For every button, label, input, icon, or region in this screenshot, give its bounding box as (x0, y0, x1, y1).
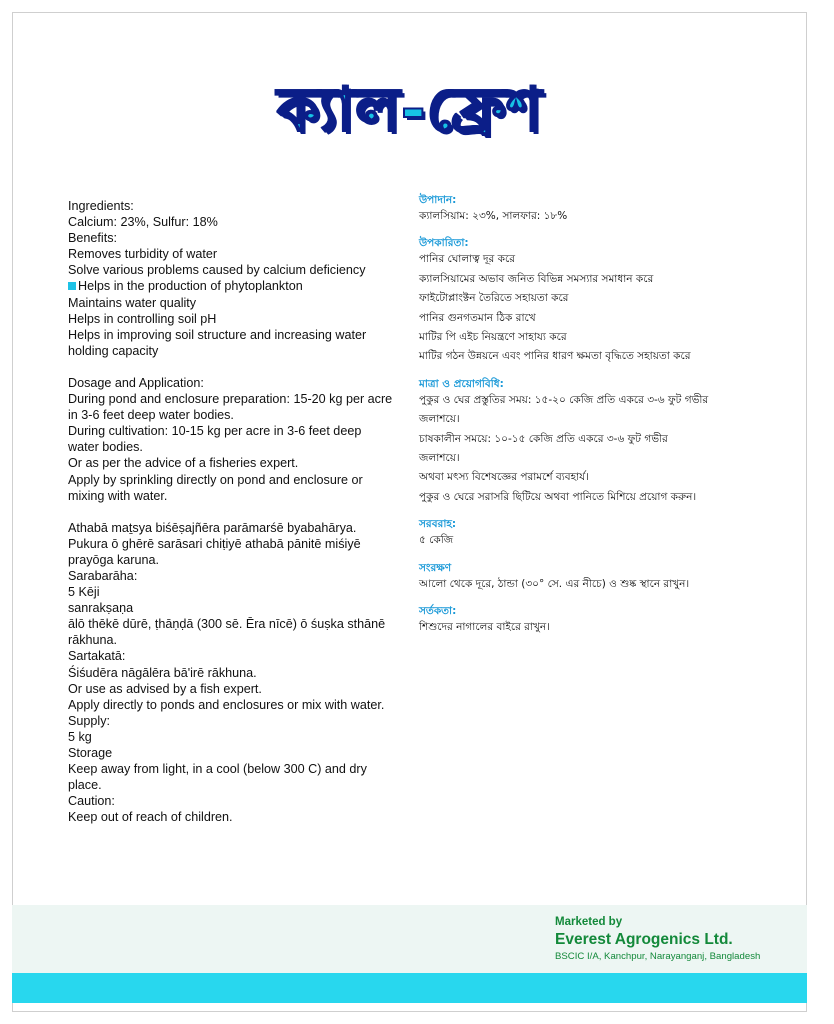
text-line: পানির গুনগতমান ঠিক রাখে (419, 311, 536, 324)
text-line: পুকুর ও ঘের প্রস্তুতির সময়: ১৫-২০ কেজি প্রতি একরে ৩-৬ ফুট গভীর (419, 393, 709, 406)
text-line: Ingredients: (68, 199, 134, 213)
text-line: Storage (68, 746, 113, 760)
text-line: Athabā maṯsya biśēṣajñēra parāmarśē byabahārya. (68, 520, 357, 535)
text-line: ক্যালসিয়ামের অভাব জনিত বিভিন্ন সমস্যার সমাধান করে (419, 272, 654, 285)
product-title-block (150, 60, 670, 160)
section-heading-supply: সরবরাহ: (419, 518, 457, 531)
text-line: Helps in the production of phytoplankton (78, 279, 303, 294)
text-line: Keep out of reach of children. (68, 810, 233, 825)
text-line: ৫ কেজি (419, 534, 454, 547)
text-line: শিশুদের নাগালের বাইরে রাখুন। (419, 621, 550, 634)
text-line: sanrakṣaṇa (68, 601, 134, 616)
company-name: Everest Agrogenics Ltd. (555, 931, 733, 948)
bangla-text-column (419, 193, 779, 638)
text-line: জলাশয়ে। (419, 452, 460, 465)
text-line: Apply directly to ponds and enclosures or mix with water. (68, 697, 385, 712)
text-line: পুকুর ও ঘেরে সরাসরি ছিটিয়ে অথবা পানিতে মিশিয়ে প্রয়োগ করুন। (419, 490, 697, 503)
text-line: আলো থেকে দূরে, ঠান্ডা (৩০° সে. এর নীচে) ও শুষ্ক স্থানে রাখুন। (419, 577, 690, 590)
text-line: Helps in improving soil structure and increasing water holding capacity (68, 327, 367, 358)
text-line: Śiśudēra nāgālēra bā'irē rākhuna. (68, 665, 257, 680)
text-line: Or use as advised by a fish expert. (68, 681, 262, 696)
section-heading-ingredients: উপাদান: (419, 194, 457, 206)
text-line: মাটির গঠন উন্নয়নে এবং পানির ধারণ ক্ষমতা বৃদ্ধিতে সহায়তা করে (419, 350, 691, 363)
english-text-column (68, 198, 393, 825)
product-title: ক্যাল-ফ্রেশ (277, 75, 543, 145)
spacer (68, 359, 393, 375)
text-line: চাষকালীন সময়ে: ১০-১৫ কেজি প্রতি একরে ৩-৬ ফুট গভীর (419, 432, 668, 445)
text-line: Sartakatā: (68, 649, 126, 664)
text-line: Supply: (68, 713, 111, 728)
text-line: Sarabarāha: (68, 568, 138, 583)
text-line: Caution: (68, 794, 115, 809)
text-line: Maintains water quality (68, 295, 197, 310)
marketed-by-label: Marketed by (555, 916, 623, 928)
text-line: Or as per the advice of a fisheries expert. (68, 456, 299, 471)
text-line: 5 Kēji (68, 585, 100, 600)
text-line: During cultivation: 10-15 kg per acre in 3-6 feet deep water bodies. (68, 424, 362, 455)
section-heading-benefits: উপকারিতা: (419, 237, 469, 250)
text-line-bullet (68, 278, 393, 294)
text-line: পানির ঘোলাত্ব দূর করে (419, 253, 515, 266)
bottom-color-band (12, 973, 807, 1003)
text-line: 5 kg (68, 729, 92, 744)
text-line: During pond and enclosure preparation: 15-20 kg per acre in 3-6 feet deep water bodies. (68, 392, 393, 423)
text-line: Keep away from light, in a cool (below 300 C) and dry place. (68, 762, 367, 793)
text-line: ālō thēkē dūrē, ṭhāṇḍā (300 sē. Ēra nīcē) ō śuṣka sthānē rākhuna. (68, 617, 386, 648)
text-line: ফাইটোপ্লাংক্টন তৈরিতে সহায়তা করে (419, 292, 569, 305)
text-line: Dosage and Application: (68, 375, 204, 390)
text-line: Pukura ō ghērē sarāsari chiṭiyē athabā pānitē miśiyē prayōga karuna. (68, 536, 361, 567)
section-heading-storage: সংরক্ষণ (419, 561, 452, 574)
text-line: মাটির পি এইচ নিয়ন্ত্রণে সাহায্য করে (419, 331, 567, 344)
text-line: Solve various problems caused by calcium deficiency (68, 263, 366, 278)
text-line: Benefits: (68, 231, 118, 246)
spacer (68, 504, 393, 520)
company-address: BSCIC I/A, Kanchpur, Narayanganj, Bangladesh (555, 951, 761, 962)
section-heading-dosage: মাত্রা ও প্রয়োগবিধি: (419, 377, 504, 390)
section-heading-caution: সর্তকতা: (419, 605, 457, 618)
text-line: Removes turbidity of water (68, 247, 218, 262)
text-line: অথবা মৎস্য বিশেষজ্ঞের পরামর্শে ব্যবহার্য। (419, 471, 589, 484)
text-line: Apply by sprinkling directly on pond and enclosure or mixing with water. (68, 472, 363, 503)
text-line: জলাশয়ে। (419, 413, 460, 426)
square-bullet-icon (68, 282, 76, 290)
text-line: Helps in controlling soil pH (68, 311, 217, 326)
text-line: Calcium: 23%, Sulfur: 18% (68, 215, 218, 230)
text-line: ক্যালসিয়াম: ২৩%, সালফার: ১৮% (419, 210, 568, 222)
